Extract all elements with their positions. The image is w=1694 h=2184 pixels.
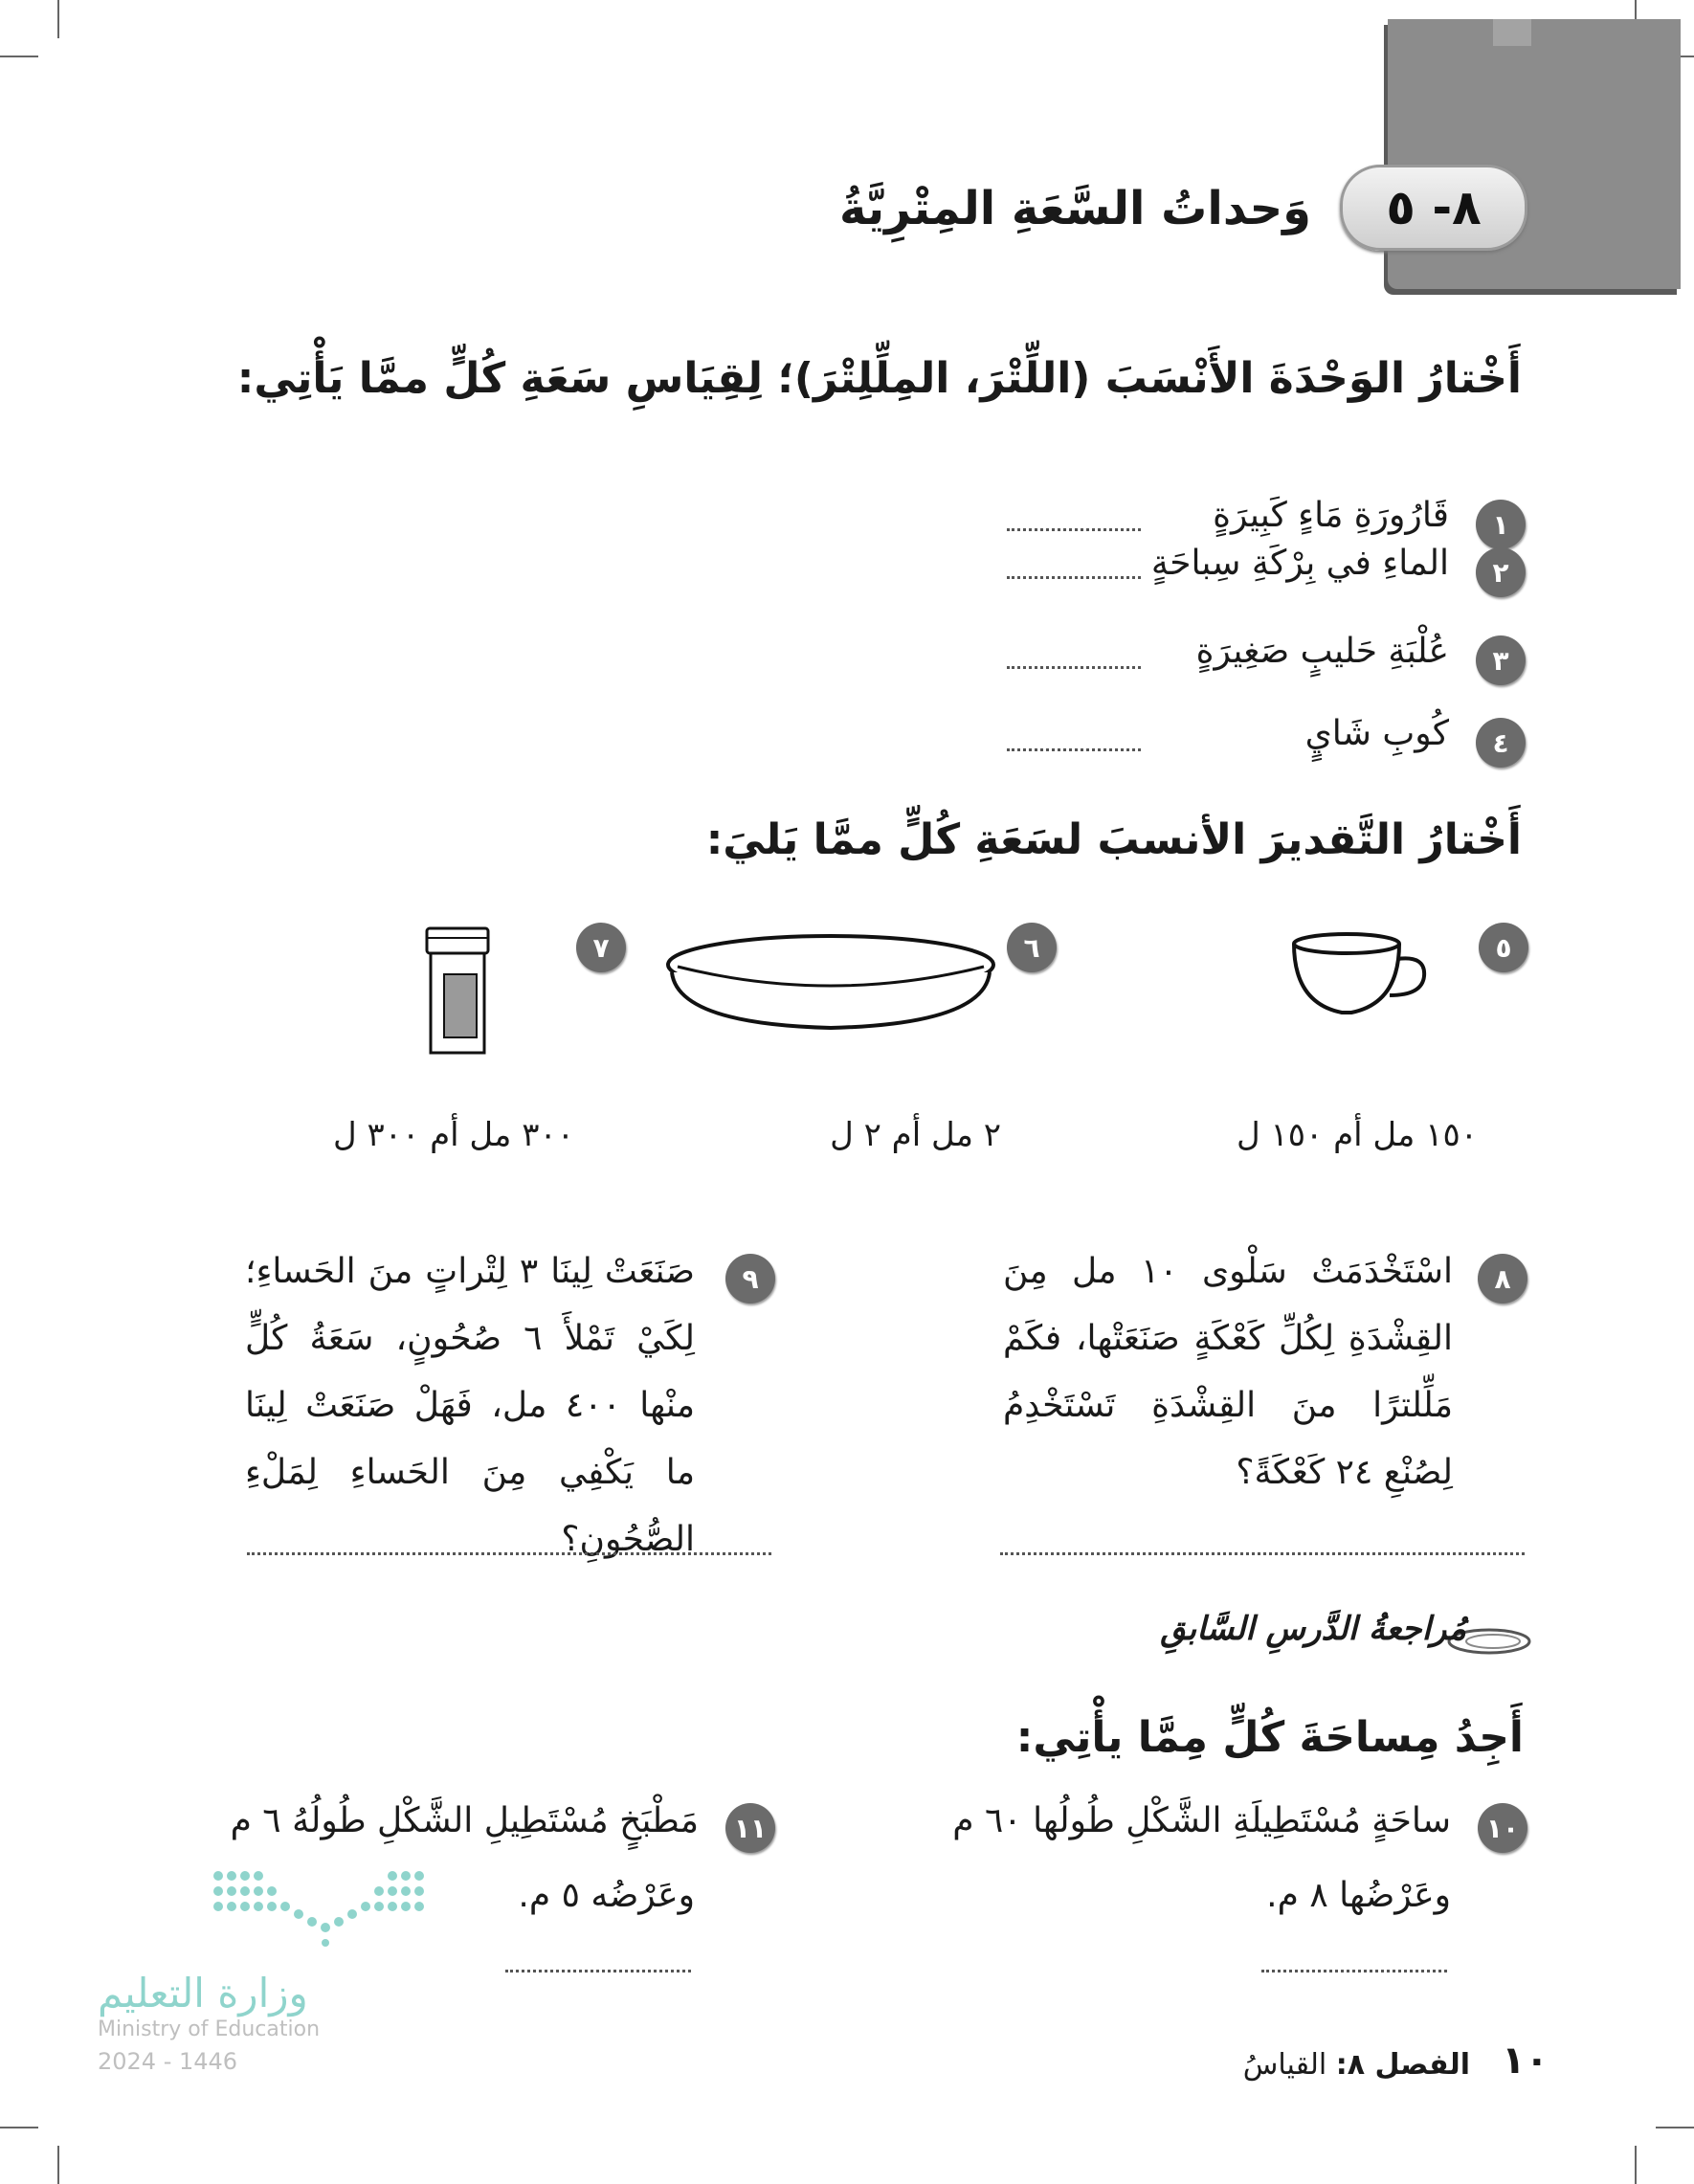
item-number: ٥ — [1479, 923, 1528, 972]
review-item-line: وعَرْضُها ٨ م. — [1266, 1876, 1451, 1915]
item-number: ٢ — [1476, 547, 1526, 597]
item-number: ٦ — [1007, 923, 1057, 972]
review-instruction: أَجِدُ مِساحَةَ كُلٍّ مِمَّا يأْتِي: — [1015, 1713, 1524, 1762]
estimate-choice[interactable]: ٢ مل أم ٢ ل — [830, 1116, 1001, 1154]
review-item-line: مَطْبَخٍ مُسْتَطِيلِ الشَّكْلِ طُولُهُ ٦ م — [230, 1801, 699, 1840]
chapter-label: الفصل ٨: — [1335, 2048, 1470, 2082]
item-text: الماءِ في بِرْكَةِ سِباحَةٍ — [1150, 544, 1449, 583]
item-number: ٨ — [1478, 1254, 1527, 1304]
item-number: ١ — [1476, 500, 1526, 549]
chapter-name: القياسُ — [1242, 2048, 1327, 2082]
review-item-line: وعَرْضُه ٥ م. — [518, 1876, 695, 1915]
answer-blank[interactable] — [1000, 1552, 1525, 1555]
crop-mark — [57, 2146, 59, 2184]
word-problem: اسْتَخْدَمَتْ سَلْوى ١٠ مل مِنَ القِشْدَةِ لِكُلِّ كَعْكَةٍ صَنَعَتْها، فكَمْ مَلِّلترًا منَ القِشْدَةِ تَسْتَخْدِمُ لِصُنْعِ ٢٤ كَعْكَةً؟ — [1003, 1252, 1453, 1492]
ministry-year: 2024 - 1446 — [98, 2048, 238, 2075]
estimate-choice[interactable]: ١٥٠ مل أم ١٥٠ ل — [1237, 1116, 1478, 1154]
answer-blank[interactable] — [247, 1552, 771, 1555]
item-number: ١١ — [725, 1803, 775, 1853]
answer-blank[interactable] — [1007, 576, 1141, 579]
bowl-icon — [658, 928, 1003, 1034]
section1-instruction: أَخْتارُ الوَحْدَةَ الأَنْسَبَ (اللِّتْرَ، المِلِّلِتْرَ)؛ لِقِيَاسِ سَعَةِ كُلٍّ ممَّا يَأْتِي: — [236, 354, 1522, 403]
crop-mark — [0, 2127, 38, 2128]
answer-blank[interactable] — [1007, 748, 1141, 751]
estimate-choice[interactable]: ٣٠٠ مل أم ٣٠٠ ل — [333, 1116, 574, 1154]
crop-mark — [0, 56, 38, 57]
item-text: عُلْبَةِ حَليبٍ صَغِيرَةٍ — [1195, 632, 1449, 671]
footer-chapter — [1243, 2048, 1470, 2082]
crop-mark — [1656, 2127, 1694, 2128]
item-number: ٤ — [1476, 718, 1526, 768]
answer-blank[interactable] — [1261, 1970, 1447, 1972]
review-item-line: ساحَةٍ مُسْتَطِيلَةِ الشَّكْلِ طُولُها ٦٠ م — [952, 1801, 1451, 1840]
item-number: ٩ — [725, 1254, 775, 1304]
answer-blank[interactable] — [505, 1970, 691, 1972]
item-text: كُوبِ شَايٍ — [1304, 714, 1449, 753]
item-number: ١٠ — [1478, 1803, 1527, 1853]
item-text: قَارُورَةِ مَاءٍ كَبِيرَةٍ — [1213, 496, 1449, 535]
lesson-title: وَحداتُ السَّعَةِ المِتْرِيَّةُ — [838, 182, 1311, 235]
review-label: مُراجعةُ الدَّرسِ السَّابقِ — [1160, 1610, 1466, 1648]
ministry-logo-icon — [211, 1866, 450, 1949]
ministry-name-ar: وزارة التعليم — [98, 1970, 308, 2017]
teacup-icon — [1282, 926, 1436, 1022]
item-number: ٣ — [1476, 635, 1526, 685]
crop-mark — [57, 0, 59, 38]
answer-blank[interactable] — [1007, 528, 1141, 531]
lesson-number-badge: ٨- ٥ — [1340, 165, 1527, 251]
page-number: ١٠ — [1502, 2039, 1549, 2083]
item-number: ٧ — [576, 923, 626, 972]
ministry-name-en: Ministry of Education — [98, 2017, 321, 2041]
section2-instruction: أَخْتارُ التَّقديرَ الأنسبَ لسَعَةِ كُلٍّ ممَّا يَليَ: — [705, 815, 1522, 864]
answer-blank[interactable] — [1007, 666, 1141, 669]
word-problem: صَنَعَتْ لِينَا ٣ لِتْراتٍ منَ الحَساءِ؛ لِكَيْ تَمْلأَ ٦ صُحُونٍ، سَعَةُ كُلٍّ منْها ٤٠٠ مل، فَهَلْ صَنَعَتْ لِينَا ما يَكْفِي مِنَ الحَساءِ لِمَلْءِ الصُّحُونِ؟ — [245, 1252, 695, 1559]
pill-bottle-icon — [421, 925, 498, 1059]
crop-mark — [1635, 2146, 1637, 2184]
